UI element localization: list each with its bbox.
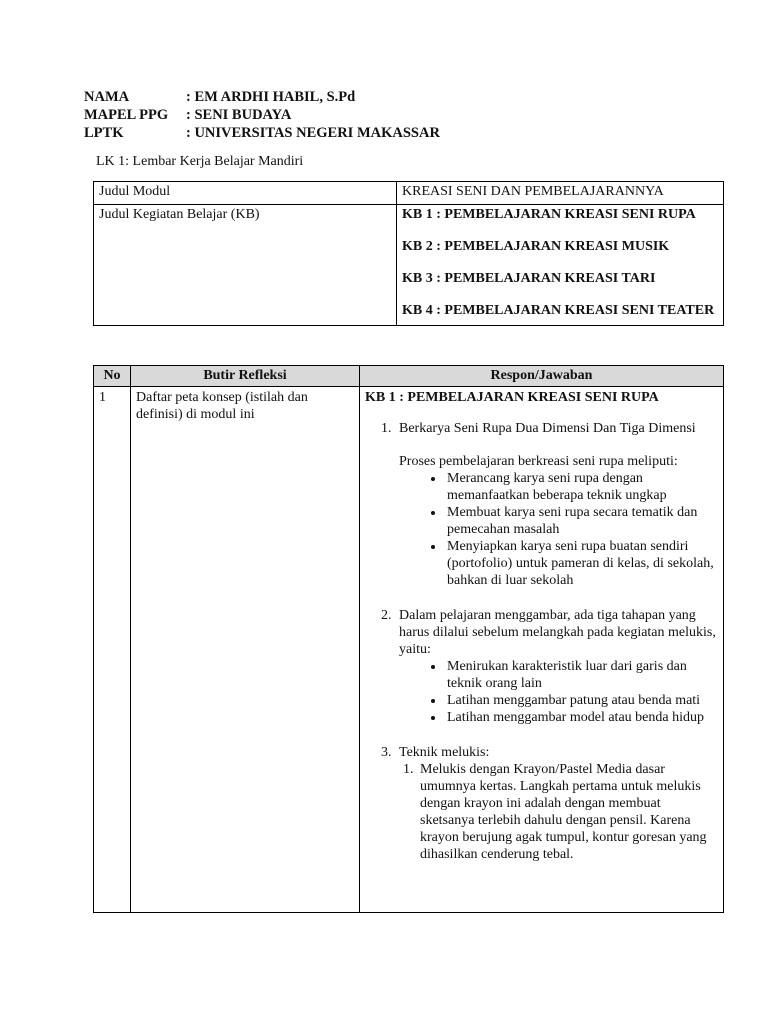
butir-text: Daftar peta konsep (istilah dan definisi) di modul ini <box>131 387 360 913</box>
lptk-value: : UNIVERSITAS NEGERI MAKASSAR <box>186 125 440 141</box>
lk-title: LK 1: Lembar Kerja Belajar Mandiri <box>96 154 304 169</box>
mapel-value: : SENI BUDAYA <box>186 107 292 123</box>
nama-label: NAMA <box>84 89 130 105</box>
bullet-item: • Latihan menggambar patung atau benda mati <box>445 692 718 709</box>
bullet-item: • Membuat karya seni rupa secara tematik dan pemecahan masalah <box>445 504 718 538</box>
respon-list <box>365 420 718 863</box>
bullet-item: • Merancang karya seni rupa dengan memanfaatkan beberapa teknik ungkap <box>445 470 718 504</box>
mapel-label: MAPEL PPG <box>84 107 169 123</box>
bullet-item: • Menyiapkan karya seni rupa buatan sendiri (portofolio) untuk pameran di kelas, di sekolah, bahkan di luar sekolah <box>445 538 718 589</box>
bullet-list <box>399 658 718 726</box>
nama-value: : EM ARDHI HABIL, S.Pd <box>186 89 356 105</box>
item-paragraph: Proses pembelajaran berkreasi seni rupa meliputi: <box>399 454 678 469</box>
mapel-row <box>84 106 440 124</box>
judul-modul-label: Judul Modul <box>94 182 397 205</box>
header-butir: Butir Refleksi <box>131 366 360 387</box>
kb-item: KB 1 : PEMBELAJARAN KREASI SENI RUPA <box>402 207 696 222</box>
list-item <box>395 420 718 589</box>
judul-modul-value: KREASI SENI DAN PEMBELAJARANNYA <box>397 182 724 205</box>
module-info-table <box>93 181 724 326</box>
kb-list <box>397 205 724 326</box>
kb-item: KB 4 : PEMBELAJARAN KREASI SENI TEATER <box>402 303 715 318</box>
header-respon: Respon/Jawaban <box>360 366 724 387</box>
list-item <box>395 744 718 863</box>
list-item <box>395 607 718 726</box>
nama-row <box>84 88 440 106</box>
row-number: 1 <box>94 387 131 913</box>
bullet-item: • Latihan menggambar model atau benda hidup <box>445 709 718 726</box>
reflection-table <box>93 365 724 913</box>
kb-item: KB 2 : PEMBELAJARAN KREASI MUSIK <box>402 239 670 254</box>
header-no: No <box>94 366 131 387</box>
judul-kb-label: Judul Kegiatan Belajar (KB) <box>94 205 397 326</box>
bullet-item: • Menirukan karakteristik luar dari garis dan teknik orang lain <box>445 658 718 692</box>
item-title: 1. Berkarya Seni Rupa Dua Dimensi Dan Tiga Dimensi <box>399 421 696 436</box>
respon-kb-title: KB 1 : PEMBELAJARAN KREASI SENI RUPA <box>365 390 659 405</box>
bullet-list <box>399 470 718 589</box>
respon-cell <box>360 387 724 913</box>
kb-item: KB 3 : PEMBELAJARAN KREASI TARI <box>402 271 656 286</box>
sub-list <box>399 761 718 863</box>
lptk-row <box>84 124 440 142</box>
module-row <box>94 182 724 205</box>
table-row <box>94 387 724 913</box>
lptk-label: LPTK <box>84 125 124 141</box>
item-title: 2. Dalam pelajaran menggambar, ada tiga tahapan yang harus dilalui sebelum melangkah pada kegiatan melukis, yaitu: <box>399 608 716 657</box>
identity-header <box>84 88 440 142</box>
sub-item: 1. Melukis dengan Krayon/Pastel Media dasar umumnya kertas. Langkah pertama untuk melukis dengan krayon ini adalah dengan membuat sketsanya terlebih dahulu dengan pensil. Karena krayon berujung agak tumpul, kontur goresan yang dihasilkan cenderung tebal. <box>417 761 718 863</box>
item-title: 3. Teknik melukis: <box>399 745 490 760</box>
table-header-row <box>94 366 724 387</box>
kb-row <box>94 205 724 326</box>
